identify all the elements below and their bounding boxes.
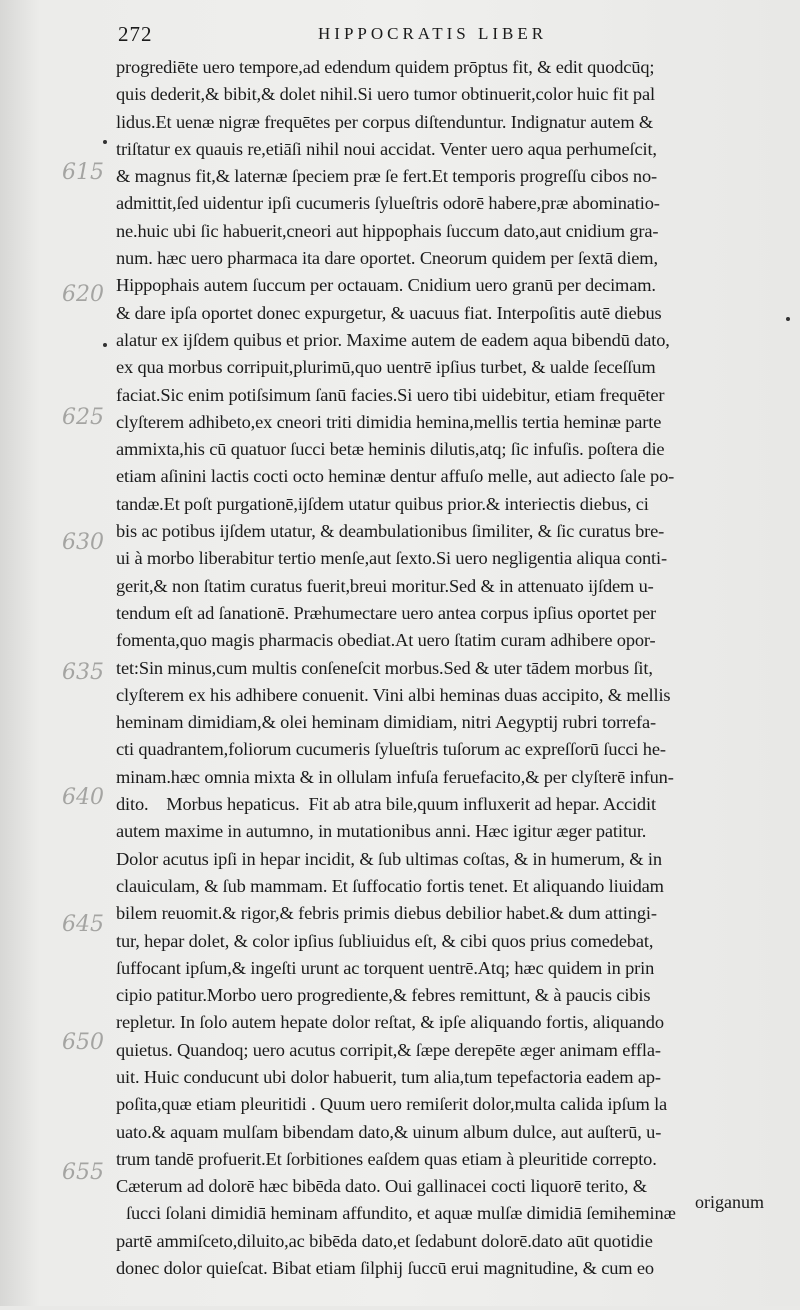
text-line: cipio patitur.Morbo uero progrediente,& febres remittunt, & à paucis cibis xyxy=(116,985,651,1006)
margin-note: 630 xyxy=(62,530,104,555)
text-line: clauiculam, & ſub mammam. Et ſuffocatio fortis tenet. Et aliquando liuidam xyxy=(116,875,664,896)
text-line: uato.& aquam mulſam bibendam dato,& uinum album dulce, aut auſterū, u- xyxy=(116,1121,662,1142)
catchword: origanum xyxy=(695,1192,764,1212)
section-heading-line: dito. Morbus hepaticus. Fit ab atra bile,quum influxerit ad hepar. Accidit xyxy=(116,794,656,815)
text-line: Dolor acutus ipſi in hepar incidit, & ſub ultimas coſtas, & in humerum, & in xyxy=(116,848,662,869)
margin-note: 625 xyxy=(62,405,104,430)
text-line: partē ammiſceto,diluito,ac bibēda dato,et ſedabunt dolorē.dato aūt quotidie xyxy=(116,1230,653,1251)
text-line: poſita,quæ etiam pleuritidi . Quum uero remiſerit dolor,multa calida ipſum la xyxy=(116,1094,668,1115)
text-line: minam.hæc omnia mixta & in ollulam infuſa feruefacito,& per clyſterē infun- xyxy=(116,766,674,787)
text-line: donec dolor quieſcat. Bibat etiam ſilphij ſuccū erui magnitudine, & cum eo xyxy=(116,1258,654,1279)
page-header xyxy=(118,22,758,50)
text-line: & dare ipſa oportet donec expurgetur, & uacuus fiat. Interpoſitis autē diebus xyxy=(116,302,662,323)
text-line: fomenta,quo magis pharmacis obediat.At uero ſtatim curam adhibere opor- xyxy=(116,630,656,651)
margin-dot xyxy=(103,140,107,144)
text-line: ui à morbo liberabitur tertio menſe,aut ſexto.Si uero negligentia aliqua conti- xyxy=(116,548,667,569)
body-text xyxy=(116,54,776,1310)
page-number: 272 xyxy=(118,22,153,46)
text-line: clyſterem ex his adhibere conuenit. Vini albi heminas duas accipito, & mellis xyxy=(116,684,671,705)
margin-dot xyxy=(103,343,107,347)
text-line: bis ac potibus ijſdem utatur, & deambulationibus ſimiliter, & ſic curatus bre- xyxy=(116,521,665,542)
running-head: HIPPOCRATIS LIBER xyxy=(318,24,548,43)
text-line: cti quadrantem,foliorum cucumeris ſylueſtris tuſorum ac expreſſorū ſucci he- xyxy=(116,739,666,760)
text-line: tandæ.Et poſt purgationē,ijſdem utatur quibus prior.& interiectis diebus, ci xyxy=(116,493,649,514)
text-line: ex qua morbus corripuit,plurimū,quo uentrē ipſius turbet, & ualde ſeceſſum xyxy=(116,357,656,378)
text-line: progrediēte uero tempore,ad edendum quidem prōptus fit, & edit quodcūq; xyxy=(116,57,655,77)
text-line: tet:Sin minus,cum multis conſeneſcit morbus.Sed & uter tādem morbus ſit, xyxy=(116,657,653,678)
text-line: ſuffocant ipſum,& ingeſti urunt ac torquent uentrē.Atq; hæc quidem in prin xyxy=(116,957,655,978)
text-line: trum tandē profuerit.Et ſorbitiones eaſdem quas etiam à pleuritide correpto. xyxy=(116,1148,657,1169)
text-line: triſtatur ex quauis re,etiāſi nihil noui accidat. Venter uero aqua perhumeſcit, xyxy=(116,138,657,159)
text-line: heminam dimidiam,& olei heminam dimidiam, nitri Aegyptij rubri torrefa- xyxy=(116,712,656,733)
text-line: Hippophais autem ſuccum per octauam. Cnidium uero granū per decimam. xyxy=(116,275,656,296)
text-line: alatur ex ijſdem quibus et prior. Maxime autem de eadem aqua bibendū dato, xyxy=(116,329,670,350)
text-line: etiam aſinini lactis cocti octo heminæ dentur affuſo melle, aut adiecto ſale po- xyxy=(116,466,675,487)
margin-note: 620 xyxy=(62,282,104,307)
text-line: gerit,& non ſtatim curatus fuerit,breui moritur.Sed & in attenuato ijſdem u- xyxy=(116,575,654,596)
margin-note: 635 xyxy=(62,660,104,685)
text-line: uit. Huic conducunt ubi dolor habuerit, tum alia,tum tepefactoria eadem ap- xyxy=(116,1066,661,1087)
margin-note: 655 xyxy=(62,1160,104,1185)
margin-dot xyxy=(786,317,790,321)
text-line: repletur. In ſolo autem hepate dolor reſtat, & ipſe aliquando fortis, aliquando xyxy=(116,1012,664,1033)
text-line: tendum eſt ad ſanationē. Præhumectare uero antea corpus ipſius oportet per xyxy=(116,602,656,623)
text-line: faciat.Sic enim potiſsimum ſanū facies.Si uero tibi uidebitur, etiam frequēter xyxy=(116,384,665,405)
text-line: tur, hepar dolet, & color ipſius ſubliuidus eſt, & cibi quos prius comedebat, xyxy=(116,930,654,951)
text-line: clyſterem adhibeto,ex cneori triti dimidia hemina,mellis tertia heminæ parte xyxy=(116,411,662,432)
text-line: quietus. Quandoq; uero acutus corripit,& ſæpe derepēte æger animam effla- xyxy=(116,1039,661,1060)
text-line: num. hæc uero pharmaca ita dare oportet. Cneorum quidem per ſextā diem, xyxy=(116,248,658,269)
margin-note: 650 xyxy=(62,1030,104,1055)
margin-note: 640 xyxy=(62,785,104,810)
text-line: ammixta,his cū quatuor ſucci betæ heminis dilutis,atq; ſic infuſis. poſtera die xyxy=(116,439,665,460)
text-line: bilem reuomit.& rigor,& febris primis diebus debilior habet.& dum attingi- xyxy=(116,903,657,924)
margin-note: 645 xyxy=(62,912,104,937)
text-line: quis dederit,& bibit,& dolet nihil.Si uero tumor obtinuerit,color huic fit pal xyxy=(116,84,655,105)
text-line: ne.huic ubi ſic habuerit,cneori aut hippophais ſuccum dato,aut cnidium gra- xyxy=(116,220,659,241)
text-line: & magnus fit,& laternæ ſpeciem præ ſe fert.Et temporis progreſſu cibos no- xyxy=(116,166,657,187)
text-line: Cæterum ad dolorē hæc bibēda dato. Oui gallinacei cocti liquorē terito, & xyxy=(116,1176,647,1197)
text-line: autem maxime in autumno, in mutationibus anni. Hæc igitur æger patitur. xyxy=(116,821,647,842)
text-line: admittit,ſed uidentur ipſi cucumeris ſylueſtris odorē habere,præ abominatio- xyxy=(116,193,660,214)
text-line: ſucci ſolani dimidiā heminam affundito, et aquæ mulſæ dimidiā ſemiheminæ xyxy=(126,1203,676,1224)
margin-note: 615 xyxy=(62,160,104,185)
text-line: lidus.Et uenæ nigræ frequētes per corpus diſtenduntur. Indignatur autem & xyxy=(116,111,654,132)
